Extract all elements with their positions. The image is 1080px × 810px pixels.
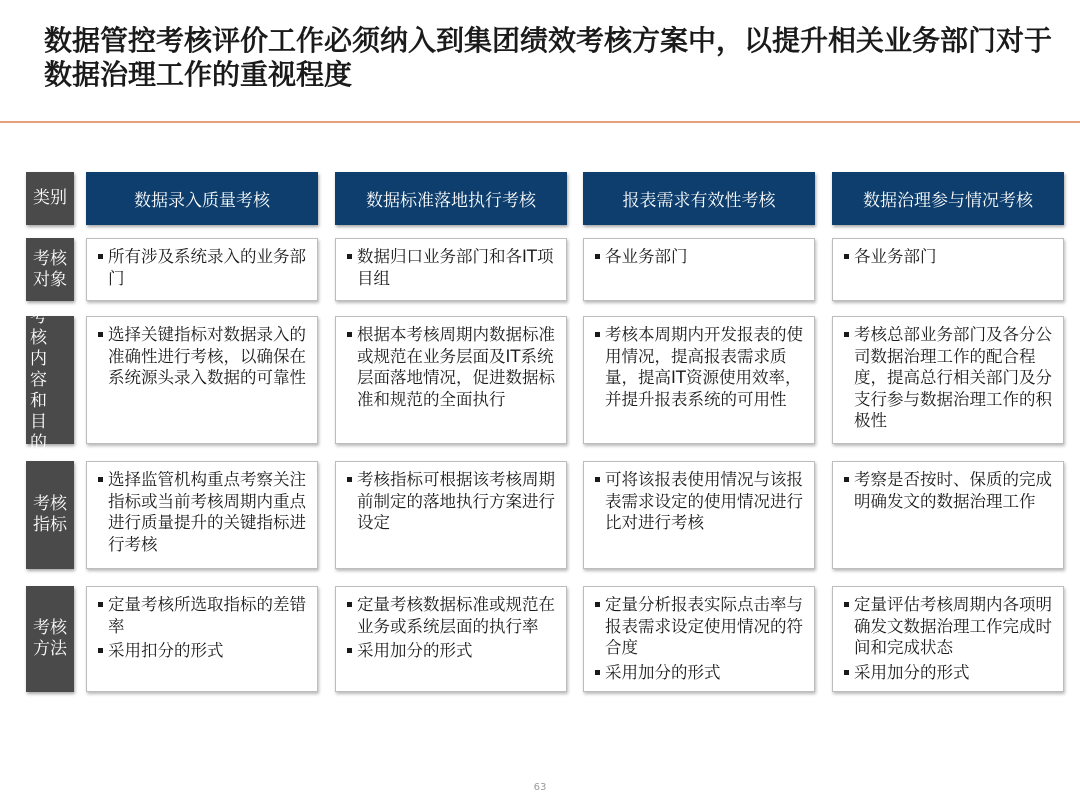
column-header-participation: 数据治理参与情况考核 bbox=[832, 172, 1064, 225]
table-cell bbox=[832, 586, 1064, 692]
bullet-item: 定量分析报表实际点击率与报表需求设定使用情况的符合度 bbox=[594, 594, 806, 659]
bullet-list bbox=[594, 469, 806, 534]
bullet-item: 考核指标可根据该考核周期前制定的落地执行方案进行设定 bbox=[346, 469, 558, 534]
column-header-input-quality: 数据录入质量考核 bbox=[86, 172, 318, 225]
bullet-item: 根据本考核周期内数据标准或规范在业务层面及IT系统层面落地情况，促进数据标准和规范的全面执行 bbox=[346, 324, 558, 410]
table-cell bbox=[583, 238, 815, 301]
bullet-list bbox=[843, 469, 1055, 512]
column-header-report-effectiveness: 报表需求有效性考核 bbox=[583, 172, 815, 225]
table-cell bbox=[86, 586, 318, 692]
bullet-item: 可将该报表使用情况与该报表需求设定的使用情况进行比对进行考核 bbox=[594, 469, 806, 534]
bullet-list bbox=[97, 246, 309, 289]
table-cell bbox=[335, 316, 567, 444]
bullet-item: 选择监管机构重点考察关注指标或当前考核周期内重点进行质量提升的关键指标进行考核 bbox=[97, 469, 309, 555]
bullet-item: 所有涉及系统录入的业务部门 bbox=[97, 246, 309, 289]
table-cell bbox=[832, 238, 1064, 301]
table-cell bbox=[86, 316, 318, 444]
bullet-item: 考察是否按时、保质的完成明确发文的数据治理工作 bbox=[843, 469, 1055, 512]
bullet-item: 考核总部业务部门及各分公司数据治理工作的配合程度，提高总行相关部门及分支行参与数据治理工作的积极性 bbox=[843, 324, 1055, 432]
table-cell bbox=[335, 238, 567, 301]
bullet-item: 数据归口业务部门和各IT项目组 bbox=[346, 246, 558, 289]
page-number: 63 bbox=[533, 782, 547, 793]
bullet-item: 采用加分的形式 bbox=[594, 662, 806, 684]
table-cell bbox=[583, 586, 815, 692]
bullet-list bbox=[97, 324, 309, 389]
bullet-list bbox=[346, 469, 558, 534]
row-label-indicator: 考核指标 bbox=[26, 461, 74, 569]
corner-label: 类别 bbox=[26, 172, 74, 225]
row-label-target: 考核对象 bbox=[26, 238, 74, 301]
table-cell bbox=[832, 461, 1064, 569]
bullet-item: 采用加分的形式 bbox=[346, 640, 558, 662]
table-cell bbox=[86, 238, 318, 301]
bullet-list bbox=[843, 324, 1055, 432]
bullet-item: 采用扣分的形式 bbox=[97, 640, 309, 662]
bullet-list bbox=[594, 324, 806, 410]
page-title: 数据管控考核评价工作必须纳入到集团绩效考核方案中，以提升相关业务部门对于数据治理工作的重视程度 bbox=[44, 24, 1053, 91]
bullet-item: 各业务部门 bbox=[594, 246, 806, 268]
table-cell bbox=[335, 586, 567, 692]
table-cell bbox=[832, 316, 1064, 444]
column-header-standard-execution: 数据标准落地执行考核 bbox=[335, 172, 567, 225]
bullet-item: 各业务部门 bbox=[843, 246, 1055, 268]
row-label-content: 考核内容和目的 bbox=[26, 316, 74, 444]
bullet-list bbox=[843, 246, 1055, 268]
table-cell bbox=[583, 461, 815, 569]
bullet-list bbox=[346, 324, 558, 410]
bullet-item: 选择关键指标对数据录入的准确性进行考核，以确保在系统源头录入数据的可靠性 bbox=[97, 324, 309, 389]
bullet-list bbox=[594, 246, 806, 268]
bullet-list bbox=[346, 246, 558, 289]
table-cell bbox=[86, 461, 318, 569]
bullet-item: 考核本周期内开发报表的使用情况，提高报表需求质量，提高IT资源使用效率，并提升报表系统的可用性 bbox=[594, 324, 806, 410]
row-label-method: 考核方法 bbox=[26, 586, 74, 692]
bullet-list bbox=[346, 594, 558, 662]
bullet-item: 定量考核数据标准或规范在业务或系统层面的执行率 bbox=[346, 594, 558, 637]
table-cell bbox=[583, 316, 815, 444]
bullet-item: 采用加分的形式 bbox=[843, 662, 1055, 684]
bullet-list bbox=[843, 594, 1055, 683]
table-cell bbox=[335, 461, 567, 569]
bullet-item: 定量考核所选取指标的差错率 bbox=[97, 594, 309, 637]
bullet-list bbox=[594, 594, 806, 683]
bullet-list bbox=[97, 594, 309, 662]
bullet-list bbox=[97, 469, 309, 555]
bullet-item: 定量评估考核周期内各项明确发文数据治理工作完成时间和完成状态 bbox=[843, 594, 1055, 659]
title-divider bbox=[0, 121, 1080, 123]
